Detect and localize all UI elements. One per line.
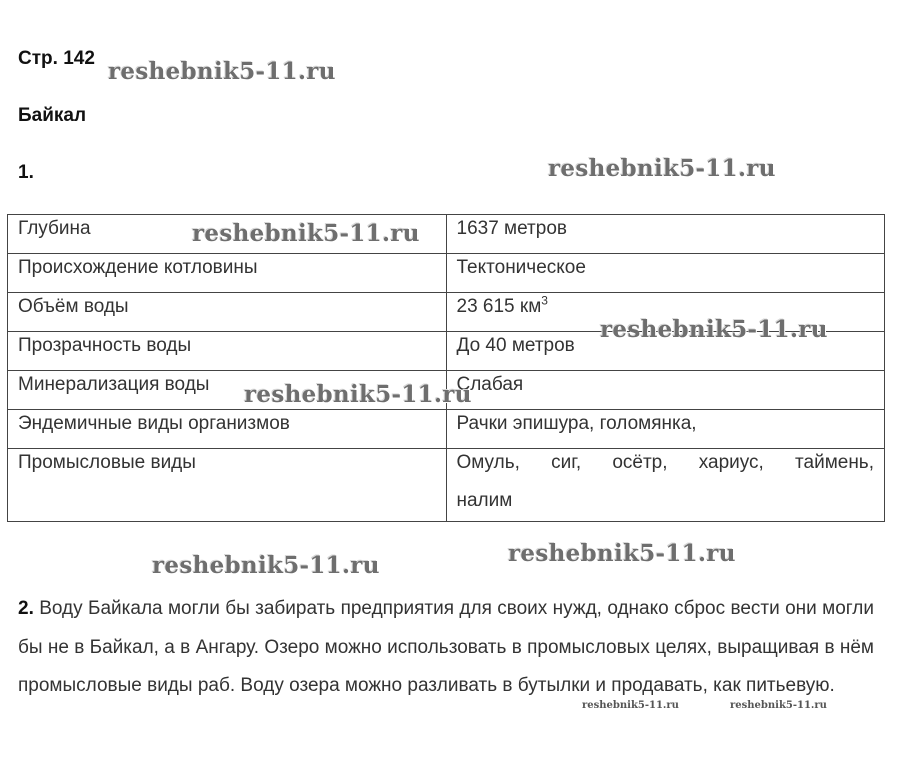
table-row bbox=[8, 410, 885, 449]
table-cell-value bbox=[446, 293, 885, 332]
table-cell-key: Промысловые виды bbox=[8, 449, 447, 522]
table-row bbox=[8, 215, 885, 254]
table-cell-key: Эндемичные виды организмов bbox=[8, 410, 447, 449]
baikal-facts-table bbox=[7, 214, 885, 522]
fish-species-line-2: налим bbox=[456, 490, 513, 511]
volume-superscript: 3 bbox=[541, 293, 548, 308]
table-cell-key: Глубина bbox=[8, 215, 447, 254]
watermark: reshebnik5-11.ru bbox=[192, 220, 420, 247]
table-cell-value: Рачки эпишура, голомянка, bbox=[446, 410, 885, 449]
task-2-number: 2. bbox=[18, 598, 34, 619]
watermark: reshebnik5-11.ru bbox=[244, 381, 472, 408]
watermark: reshebnik5-11.ru bbox=[548, 155, 776, 182]
watermark: reshebnik5-11.ru bbox=[508, 540, 736, 567]
watermark: reshebnik5-11.ru bbox=[152, 552, 380, 579]
section-heading: Байкал bbox=[18, 105, 87, 126]
table-cell-key: Происхождение котловины bbox=[8, 254, 447, 293]
table-cell-key: Объём воды bbox=[8, 293, 447, 332]
volume-value: 23 615 км bbox=[456, 296, 542, 317]
table-row bbox=[8, 371, 885, 410]
table-cell-value: Тектоническое bbox=[446, 254, 885, 293]
table-row bbox=[8, 449, 885, 522]
table-row bbox=[8, 332, 885, 371]
fish-species-line-1: Омуль, сиг, осётр, хариус, таймень, bbox=[456, 452, 874, 473]
table-cell-value bbox=[446, 449, 885, 522]
watermark: reshebnik5-11.ru bbox=[600, 316, 828, 343]
table-cell-value: До 40 метров bbox=[446, 332, 885, 371]
task-2-answer bbox=[18, 590, 874, 706]
task-1-number: 1. bbox=[18, 162, 34, 183]
table-cell-key: Прозрачность воды bbox=[8, 332, 447, 371]
table-row bbox=[8, 293, 885, 332]
page-label: Стр. 142 bbox=[18, 48, 95, 69]
watermark-small: reshebnik5-11.ru bbox=[582, 700, 679, 711]
watermark: reshebnik5-11.ru bbox=[108, 58, 336, 85]
table-row bbox=[8, 254, 885, 293]
task-2-text: Воду Байкала могли бы забирать предприятия для своих нужд, однако сброс вести они могли бы не в Байкал, а в Ангару. Озеро можно использовать в промысловых целях, выращивая в нём промысловые виды раб. Воду озера можно разливать в бутылки и продавать, как питьевую. bbox=[18, 598, 874, 696]
table-cell-value: 1637 метров bbox=[446, 215, 885, 254]
watermark-small: reshebnik5-11.ru bbox=[730, 700, 827, 711]
table-cell-value: Слабая bbox=[446, 371, 885, 410]
table-cell-key: Минерализация воды bbox=[8, 371, 447, 410]
